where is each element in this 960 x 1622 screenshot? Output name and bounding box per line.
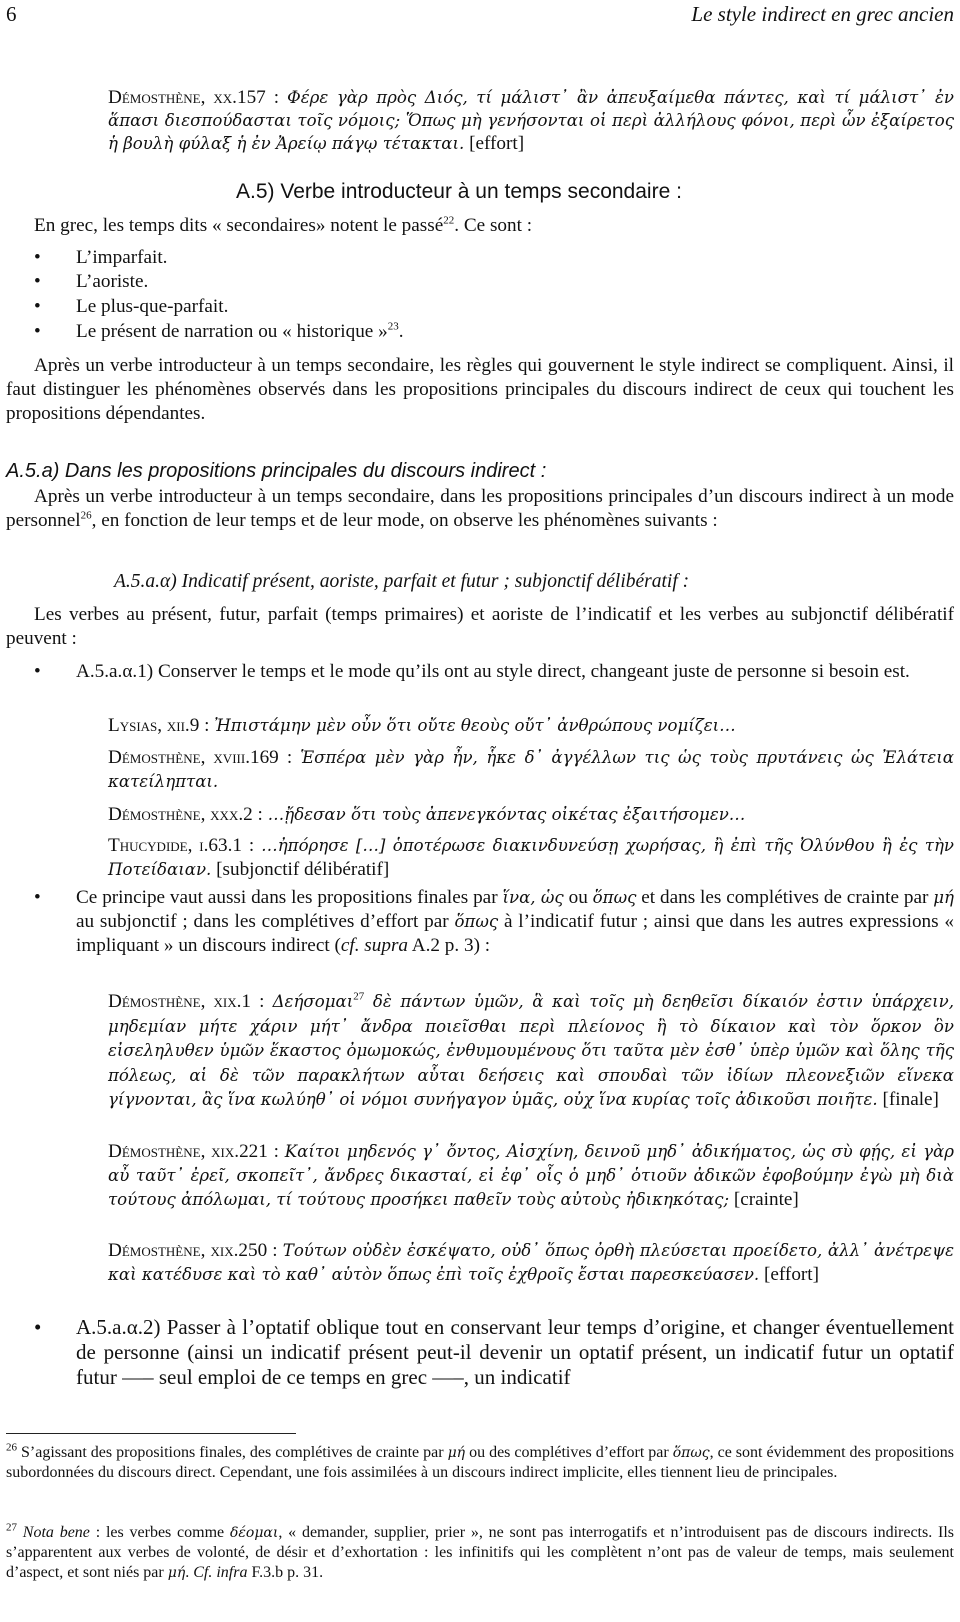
list-item-text [76,886,954,958]
citation-note: [effort] [759,1264,820,1285]
text-run: A.2 p. 3) : [408,935,491,956]
nota-bene: Nota bene [22,1524,90,1541]
bullet-glyph: • [34,661,41,682]
a5-intro-end: . Ce sont : [454,215,533,236]
text-run: , « demander, supplier, prier », ne sont pas interrogatifs et n’introduisent pas de discours indirects. Ils s’apparentent aux verbes de volonté, de désir et d’exhortation : les infinitifs qui les complètent n’ont pas de valeur de temps, mais seulement d’aspect, et sont niés par [6,1524,955,1581]
text-run: . [185,1564,194,1581]
footnote-ref-23: 23 [387,320,399,333]
greek-word: ὅπως [592,888,637,907]
a5a-paragraph-text: Après un verbe introducteur à un temps secondaire, dans les propositions principales d’un discours indirect à un mode personnel [6,486,954,531]
list-item-text: L’imparfait. [76,247,168,268]
quote-dem-xix221 [108,1140,954,1212]
section-heading-a5: A.5) Verbe introducteur à un temps secondaire : [236,180,682,203]
list-item-text: A.5.a.α.1) Conserver le temps et le mode qu’ils ont au style direct, changeant juste de personne si besoin est. [76,661,910,682]
list-item-end: . [398,321,404,342]
text-run: au subjonctif ; dans les complétives d’effort par [76,911,455,932]
citation-source: Démosthène, xviii.169 : [108,747,301,768]
text-run: , ce sont évidemment des propositions subordonnées du discours direct. Cependant, une fois assimilées à un discours indirect implicite, elles tiennent lieu de principales. [6,1444,954,1481]
text-run: S’agissant des propositions finales, des complétives de crainte par [17,1444,448,1461]
bullet-glyph: • [34,247,41,268]
footnote-number: 27 [6,1521,17,1534]
greek-word: μή [447,1445,466,1461]
section-heading-a5aa: A.5.a.α) Indicatif présent, aoriste, parfait et futur ; subjonctif délibératif : [114,571,690,592]
quote-dem-xx157 [108,86,954,155]
greek-text: Φέρε γὰρ πρὸς Διός, τί μάλιστ᾽ ἂν ἀπευξαίμεθα πάντες, καὶ τί μάλιστ᾽ ἐν ἅπασι διεσπούδασται τοῖς νόμοις; Ὅπως μὴ γενήσονται οἱ περὶ ἀλλήλους φόνοι, περὶ ὧν ἐξαίρετος ἡ βουλὴ φύλαξ ἡ ἐν Ἀρείῳ πάγῳ τέτακται. [108,88,954,153]
footnote-number: 26 [6,1441,17,1454]
citation-note: [finale] [877,1089,939,1110]
footnote-ref-27: 27 [353,990,365,1003]
bullet-glyph: • [34,271,41,292]
greek-text: δὲ πάντων ὑμῶν, ἃ καὶ τοῖς μὴ δεηθεῖσι δίκαιόν ἐστιν ὑπάρχειν, μηδεμίαν μήτε χάριν μήτ᾽ ἄνδρα ποιεῖσθαι περὶ πλείονος ἢ τὸ δίκαιον καὶ τὸν ὅρκον ὃν εἰσεληλυθεν ὑμῶν ἕκαστος ὀμωμοκώς, ἐνθυμουμένους ὅτι ταῦτα μὲν ἐσθ᾽ ὑπὲρ ὑμῶν καὶ ὅλης τῆς πόλεως, αἱ δὲ τῶν παρακλήτων αὗται δεήσεις καὶ σπουδαὶ τῶν ἰδίων πλεονεξιῶν εἵνεκα γίγνονται, ἃς ἵνα κωλύηθ᾽ οἱ νόμοι συνήγαγον ὑμᾶς, οὐχ ἵνα κυρίας τοῖς ἀδικοῦσι ποιῆτε. [108,992,955,1109]
page-header [6,2,954,28]
citation-source: Thucydide, i.63.1 : [108,835,262,856]
citation-source: Démosthène, xix.250 : [108,1240,283,1261]
a5-paragraph: Après un verbe introducteur à un temps secondaire, les règles qui gouvernent le style indirect se compliquent. Ainsi, il faut distinguer les phénomènes observés dans les propositions principales du discours indirect de ceux qui touchent les propositions dépendantes. [6,355,954,424]
list-item-label: Le présent de narration ou « historique » [76,321,388,342]
bullet-glyph: • [34,1315,42,1339]
greek-word: ὅπως [454,912,499,931]
bullet-glyph: • [34,296,41,317]
a5aa-paragraph: Les verbes au présent, futur, parfait (temps primaires) et aoriste de l’indicatif et les verbes au subjonctif délibératif peuvent : [6,604,954,649]
list-item-text: A.5.a.α.2) Passer à l’optatif oblique tout en conservant leur temps d’origine, et changer éventuellement de personne (ainsi un indicatif présent peut-il devenir un optatif présent, un indicatif futur un optatif futur —– seul emploi de ce temps en grec —–, un indicatif [76,1315,954,1389]
cross-reference: cf. supra [340,935,409,956]
footnote-27 [6,1523,954,1583]
list-item-text [76,320,954,344]
quote-dem-xxx2 [108,803,954,827]
citation-source: Démosthène, xix.221 : [108,1141,285,1162]
list-item-text: Le plus-que-parfait. [76,296,229,317]
greek-word: μή [167,1565,186,1581]
bullet-glyph: • [34,887,41,908]
greek-text: Δεήσομαι [272,992,354,1011]
text-run: ou [563,887,593,908]
a5a-paragraph-end: , en fonction de leur temps et de leur mode, on observe les phénomènes suivants : [91,510,718,531]
citation-note: [effort] [464,133,525,154]
section-heading-a5a: A.5.a) Dans les propositions principales du discours indirect : [6,460,547,482]
text-run: F.3.b p. 31. [247,1564,324,1581]
quote-dem-xix1 [108,990,954,1113]
footnote-ref-26: 26 [80,509,92,522]
citation-source: Démosthène, xix.1 : [108,991,273,1012]
greek-text: …ἠπόρησε […] ὁποτέρωσε διακινδυνεύσῃ χωρήσας, ἢ ἐπὶ τῆς Ὀλύνθου ἢ ἐς τὴν Ποτείδαιαν. [108,836,954,879]
quote-dem-xviii169 [108,746,954,794]
quote-lysias [108,714,954,738]
page-number: 6 [6,2,17,26]
citation-source: Démosthène, xxx.2 : [108,804,268,825]
quote-thucydide [108,834,954,882]
list-item-text: L’aoriste. [76,271,149,292]
greek-word: ἵνα, ὡς [502,888,564,907]
greek-text: …ᾔδεσαν ὅτι τοὺς ἀπενεγκόντας οἰκέτας ἐξαιτήσομεν… [267,805,746,824]
citation-note: [subjonctif délibératif] [211,859,390,880]
footnote-26 [6,1443,954,1483]
footnote-ref-22: 22 [443,214,455,227]
quote-dem-xix250 [108,1239,954,1287]
a5-intro-text: En grec, les temps dits « secondaires» notent le passé [34,215,444,236]
greek-word: δέομαι [229,1525,279,1541]
running-title: Le style indirect en grec ancien [691,2,954,26]
greek-text: Τούτων οὐδὲν ἐσκέψατο, οὐδ᾽ ὅπως ὀρθὴ πλεύσεται προείδετο, ἀλλ᾽ ἀνέτρεψε καὶ κατέδυσε καὶ τὸ καθ᾽ αὑτὸν ὅπως ἐπὶ τοῖς ἐχθροῖς ἔσται παρεσκεύασεν. [108,1241,954,1284]
cross-reference: Cf. infra [193,1564,248,1581]
citation-note: [crainte] [729,1189,799,1210]
text-run: ou des complétives d’effort par [465,1444,673,1461]
text-run: Ce principe vaut aussi dans les propositions finales par [76,887,503,908]
a5a-paragraph [6,485,954,533]
greek-word: μή [933,888,954,907]
footnote-rule [6,1433,296,1434]
greek-text: Ἠπιστάμην μὲν οὖν ὅτι οὔτε θεοὺς οὔτ᾽ ἀνθρώπους νομίζει… [214,716,736,735]
greek-text: Καίτοι μηδενός γ᾽ ὄντος, Αἰσχίνη, δεινοῦ μηδ᾽ ἀδικήματος, ὡς σὺ φῄς, εἰ γὰρ αὖ ταῦτ᾽ ἐρεῖ, σκοπεῖτ᾽, ἄνδρες δικασταί, εἰ ἐφ᾽ οἷς ὁ μηδ᾽ ὁτιοῦν ἀδικῶν ἐφοβούμην ἐγὼ μὴ διὰ τούτους ἀπόλωμαι, τί τούτους προσήκει παθεῖν τοὺς αὐτοὺς ἠδικηκότας; [108,1142,954,1209]
text-run: : les verbes comme [89,1524,230,1541]
greek-word: ὅπως [672,1445,710,1461]
citation-source: Démosthène, xx.157 : [108,87,288,108]
bullet-glyph: • [34,321,41,342]
text-run: à l’indicatif futur ; ainsi que dans les autres expressions « impliquant » un discours indirect ( [76,911,954,956]
a5-intro [6,214,954,238]
text-run: et dans les complétives de crainte par [636,887,934,908]
citation-source: Lysias, xii.9 : [108,715,215,736]
greek-text: Ἑσπέρα μὲν γὰρ ἦν, ἧκε δ᾽ ἀγγέλλων τις ὡς τοὺς πρυτάνεις ὡς Ἐλάτεια κατείληπται. [108,748,954,791]
